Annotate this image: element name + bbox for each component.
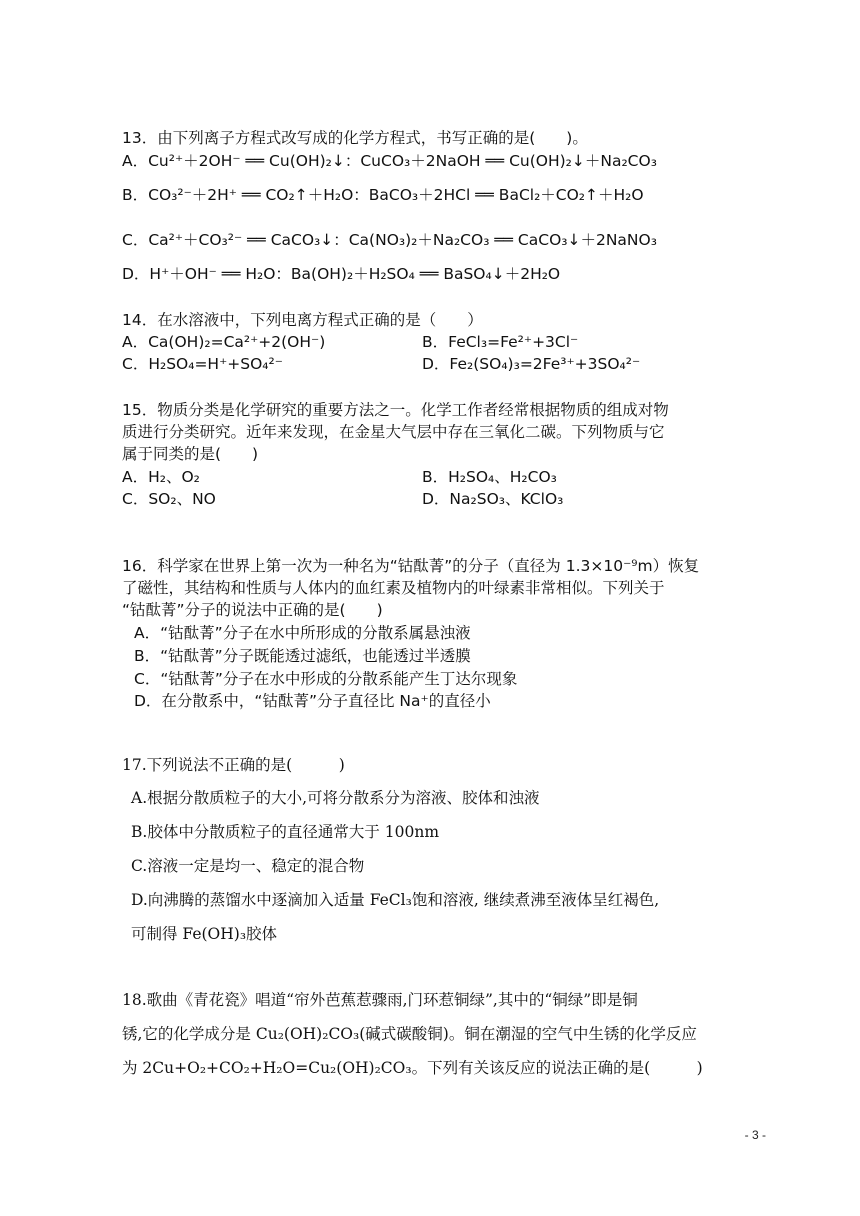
q13-option-c: C．Ca²⁺＋CO₃²⁻ ══ CaCO₃↓：Ca(NO₃)₂＋Na₂CO₃ ══ CaCO₃↓＋2NaNO₃ (122, 231, 657, 249)
q15-option-a: A．H₂、O₂ (122, 468, 200, 486)
q18-stem-line-3: 为 2Cu+O₂+CO₂+H₂O=Cu₂(OH)₂CO₃。下列有关该反应的说法正确的是( ) (122, 1059, 703, 1077)
q14-stem: 14．在水溶液中，下列电离方程式正确的是（ ） (122, 311, 483, 329)
q15-stem-line-2: 质进行分类研究。近年来发现，在金星大气层中存在三氧化二碳。下列物质与它 (122, 423, 665, 441)
page-number: - 3 - (744, 1128, 766, 1142)
q17-option-c: C.溶液一定是均一、稳定的混合物 (131, 857, 365, 875)
q15-stem-line-1: 15．物质分类是化学研究的重要方法之一。化学工作者经常根据物质的组成对物 (122, 401, 669, 419)
q17-stem: 17.下列说法不正确的是( ) (122, 756, 345, 774)
q15-option-d: D．Na₂SO₃、KClO₃ (422, 490, 564, 508)
q16-stem-line-2: 了磁性，其结构和性质与人体内的血红素及植物内的叶绿素非常相似。下列关于 (122, 579, 665, 597)
q16-option-d: D．在分散系中，“钴酞菁”分子直径比 Na⁺的直径小 (134, 692, 491, 710)
q16-option-a: A．“钴酞菁”分子在水中所形成的分散系属悬浊液 (134, 624, 471, 642)
q15-stem-line-3: 属于同类的是( ) (122, 445, 259, 463)
q13-option-b: B．CO₃²⁻＋2H⁺ ══ CO₂↑＋H₂O：BaCO₃＋2HCl ══ BaCl₂＋CO₂↑＋H₂O (122, 186, 644, 204)
q16-stem-line-3: “钴酞菁”分子的说法中正确的是( ) (122, 601, 383, 619)
q17-option-a: A.根据分散质粒子的大小,可将分散系分为溶液、胶体和浊液 (131, 789, 540, 807)
q16-option-c: C．“钴酞菁”分子在水中形成的分散系能产生丁达尔现象 (134, 670, 518, 688)
q16-option-b: B．“钴酞菁”分子既能透过滤纸，也能透过半透膜 (134, 647, 471, 665)
q14-option-b: B．FeCl₃=Fe²⁺+3Cl⁻ (422, 333, 579, 351)
q18-stem-line-1: 18.歌曲《青花瓷》唱道“帘外芭蕉惹骤雨,门环惹铜绿”,其中的“铜绿”即是铜 (122, 991, 638, 1009)
q15-option-b: B．H₂SO₄、H₂CO₃ (422, 468, 557, 486)
q17-option-b: B.胶体中分散质粒子的直径通常大于 100nm (131, 823, 440, 841)
q13-option-a: A．Cu²⁺＋2OH⁻ ══ Cu(OH)₂↓：CuCO₃＋2NaOH ══ Cu(OH)₂↓＋Na₂CO₃ (122, 152, 657, 170)
q14-option-d: D．Fe₂(SO₄)₃=2Fe³⁺+3SO₄²⁻ (422, 355, 641, 373)
q17-option-d-line-2: 可制得 Fe(OH)₃胶体 (131, 925, 278, 943)
q16-stem-line-1: 16．科学家在世界上第一次为一种名为“钴酞菁”的分子（直径为 1.3×10⁻⁹m）恢复 (122, 557, 700, 575)
q18-stem-line-2: 锈,它的化学成分是 Cu₂(OH)₂CO₃(碱式碳酸铜)。铜在潮湿的空气中生锈的化学反应 (122, 1025, 697, 1043)
q15-option-c: C．SO₂、NO (122, 490, 216, 508)
q13-stem: 13．由下列离子方程式改写成的化学方程式，书写正确的是( )。 (122, 129, 588, 147)
q14-option-a: A．Ca(OH)₂=Ca²⁺+2(OH⁻) (122, 333, 326, 351)
q17-option-d-line-1: D.向沸腾的蒸馏水中逐滴加入适量 FeCl₃饱和溶液, 继续煮沸至液体呈红褐色, (131, 891, 660, 909)
q14-option-c: C．H₂SO₄=H⁺+SO₄²⁻ (122, 355, 283, 373)
q13-option-d: D．H⁺＋OH⁻ ══ H₂O：Ba(OH)₂＋H₂SO₄ ══ BaSO₄↓＋2H₂O (122, 265, 561, 283)
